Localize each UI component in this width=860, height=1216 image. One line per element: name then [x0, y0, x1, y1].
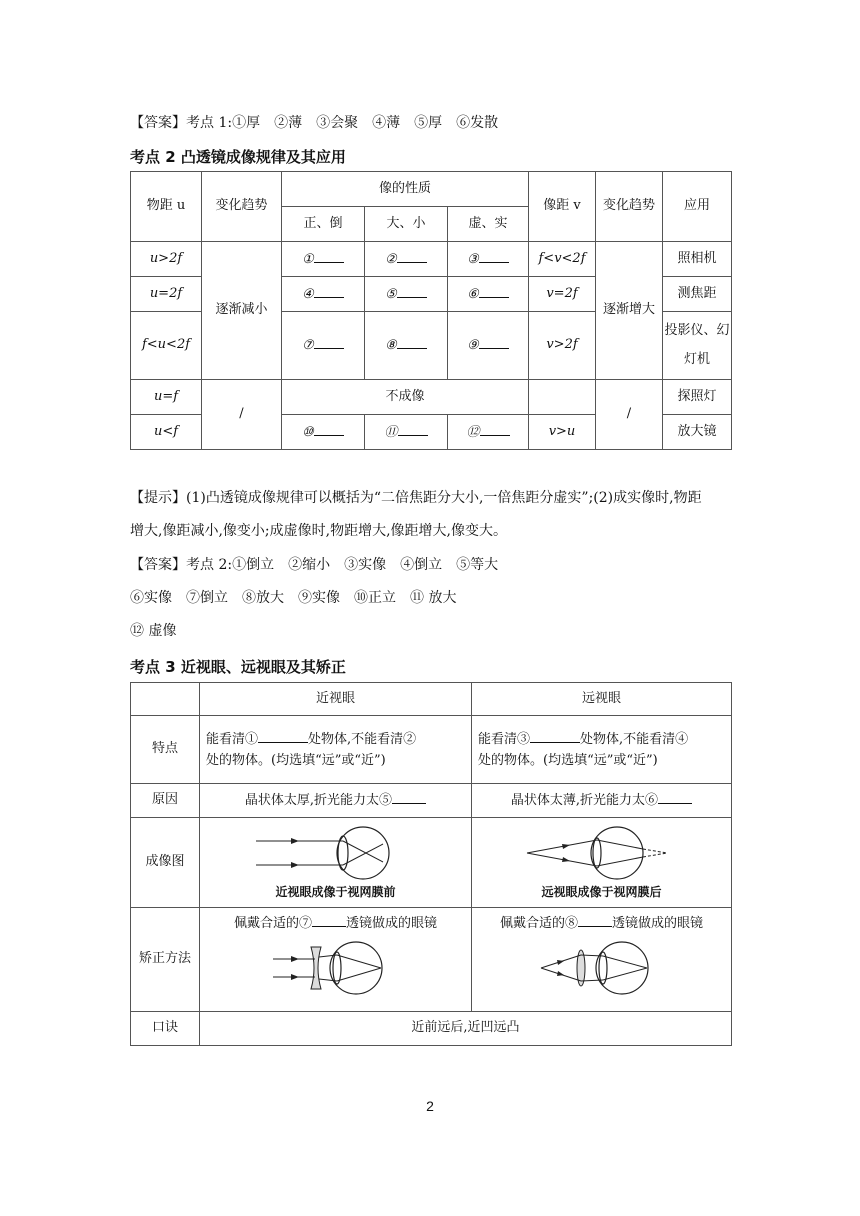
header-image-nature: 像的性质	[282, 172, 529, 207]
cell-application: 探照灯	[663, 380, 732, 415]
cell-blank: ①	[282, 242, 365, 277]
answer2-line-1: 【答案】考点 2:①倒立 ②缩小 ③实像 ④倒立 ⑤等大	[130, 557, 499, 573]
answer2-line-3: ⑫ 虚像	[130, 623, 177, 639]
correct-hyperopia: 佩戴合适的⑧ 透镜做成的眼镜	[472, 908, 732, 1012]
section-heading-3: 考点 3 近视眼、远视眼及其矫正	[130, 658, 346, 676]
answer2-line-2: ⑥实像 ⑦倒立 ⑧放大 ⑨实像 ⑩正立 ⑪ 放大	[130, 590, 457, 606]
hyperopia-eye-diagram	[517, 823, 687, 883]
cell-blank: ⑥	[448, 277, 529, 312]
header-application: 应用	[663, 172, 732, 242]
cell-slash-1: /	[202, 380, 282, 450]
hint-line-2: 增大,像距减小,像变小;成虚像时,物距增大,像距增大,像变大。	[130, 523, 507, 539]
feature-hyperopia: 能看清③ 处物体,不能看清④ 处的物体。(均选填“远”或“近”)	[472, 716, 732, 784]
header-hyperopia: 远视眼	[472, 683, 732, 716]
row-cause-label: 原因	[131, 784, 200, 818]
feature-myopia: 能看清① 处物体,不能看清② 处的物体。(均选填“远”或“近”)	[200, 716, 472, 784]
cell-empty	[529, 380, 596, 415]
lens-imaging-table	[130, 171, 732, 450]
cell-u: u<f	[131, 415, 202, 450]
cell-blank: ③	[448, 242, 529, 277]
eye-correction-table	[130, 682, 732, 1046]
cell-v: f<v<2f	[529, 242, 596, 277]
header-object-distance: 物距 u	[131, 172, 202, 242]
concave-lens-eye-diagram	[271, 935, 401, 1001]
cell-u: u>2f	[131, 242, 202, 277]
row-rhyme-label: 口诀	[131, 1012, 200, 1046]
correct-myopia: 佩戴合适的⑦ 透镜做成的眼镜	[200, 908, 472, 1012]
page-number: 2	[426, 1098, 434, 1114]
header-size: 大、小	[365, 207, 448, 242]
convex-lens-eye-diagram	[537, 935, 667, 1001]
header-real-virtual: 虚、实	[448, 207, 529, 242]
caption-hyperopia: 远视眼成像于视网膜后	[541, 884, 662, 899]
header-image-distance: 像距 v	[529, 172, 596, 242]
cell-empty	[131, 683, 200, 716]
cell-application: 测焦距	[663, 277, 732, 312]
cell-blank: ④	[282, 277, 365, 312]
caption-myopia: 近视眼成像于视网膜前	[275, 884, 396, 899]
cell-blank: ②	[365, 242, 448, 277]
cell-v: v>u	[529, 415, 596, 450]
cell-trend-shrink: 逐渐减小	[202, 242, 282, 380]
myopia-eye-diagram	[251, 823, 421, 883]
cell-trend-grow: 逐渐增大	[596, 242, 663, 380]
answer-line-1: 【答案】考点 1:①厚 ②薄 ③会聚 ④薄 ⑤厚 ⑥发散	[130, 115, 499, 131]
cause-hyperopia: 晶状体太薄,折光能力太⑥	[472, 784, 732, 818]
cell-application: 放大镜	[663, 415, 732, 450]
cell-blank: ⑦	[282, 312, 365, 380]
row-imaging-label: 成像图	[131, 818, 200, 908]
cell-blank: ⑧	[365, 312, 448, 380]
header-trend-2: 变化趋势	[596, 172, 663, 242]
cell-blank: ⑩	[282, 415, 365, 450]
header-upright-inverted: 正、倒	[282, 207, 365, 242]
cell-blank: ⑪	[365, 415, 448, 450]
cell-slash-2: /	[596, 380, 663, 450]
header-trend-1: 变化趋势	[202, 172, 282, 242]
cell-v: v=2f	[529, 277, 596, 312]
cell-u: u=f	[131, 380, 202, 415]
cause-myopia: 晶状体太厚,折光能力太⑤	[200, 784, 472, 818]
section-heading-2: 考点 2 凸透镜成像规律及其应用	[130, 148, 346, 166]
cell-application: 照相机	[663, 242, 732, 277]
imaging-myopia	[200, 818, 472, 908]
cell-u: u=2f	[131, 277, 202, 312]
imaging-hyperopia	[472, 818, 732, 908]
hint-line-1: 【提示】(1)凸透镜成像规律可以概括为“二倍焦距分大小,一倍焦距分虚实”;(2)成实像时,物距	[130, 490, 702, 506]
cell-v: v>2f	[529, 312, 596, 380]
row-correct-label: 矫正方法	[131, 908, 200, 1012]
cell-application: 投影仪、幻灯机	[663, 312, 732, 380]
rhyme-text: 近前远后,近凹远凸	[200, 1012, 732, 1046]
row-feature-label: 特点	[131, 716, 200, 784]
cell-u: f<u<2f	[131, 312, 202, 380]
cell-no-image: 不成像	[282, 380, 529, 415]
cell-blank: ⑤	[365, 277, 448, 312]
header-myopia: 近视眼	[200, 683, 472, 716]
cell-blank: ⑨	[448, 312, 529, 380]
cell-blank: ⑫	[448, 415, 529, 450]
